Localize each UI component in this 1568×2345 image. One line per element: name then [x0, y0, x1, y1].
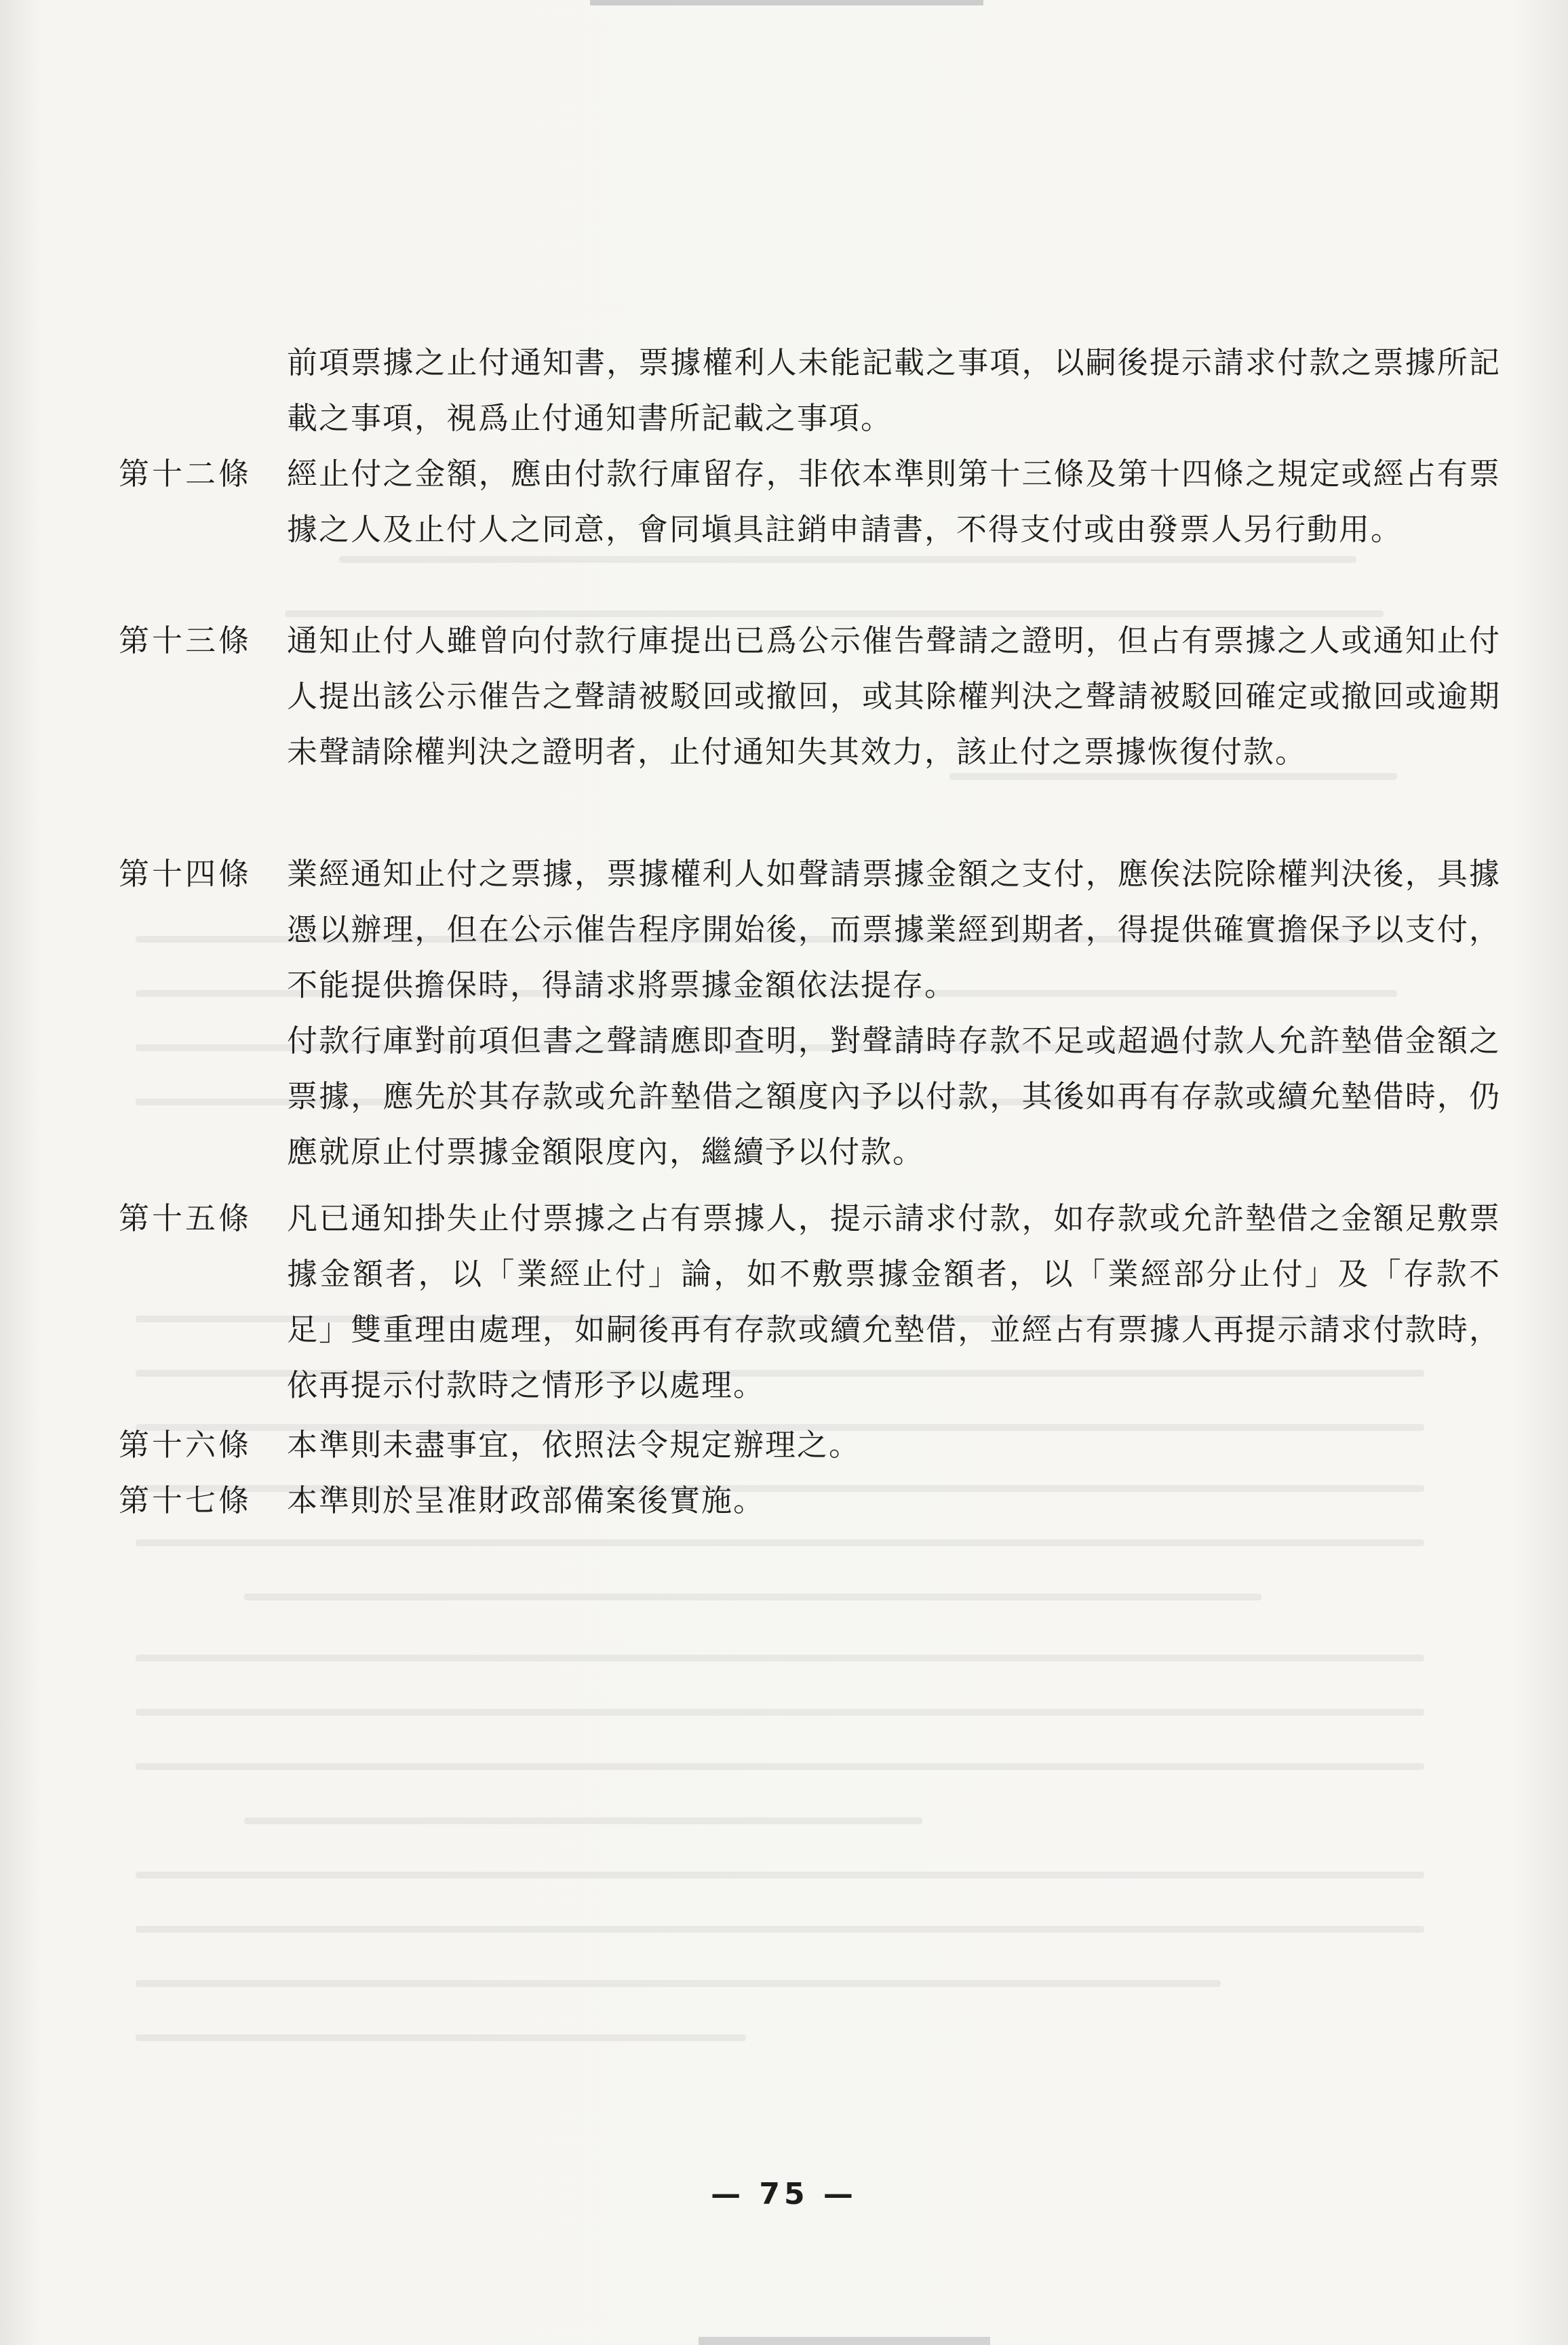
scan-edge-bottom [699, 2337, 990, 2345]
continuation-paragraph: 前項票據之止付通知書，票據權利人未能記載之事項，以嗣後提示請求付款之票據所記載之事項，視爲止付通知書所記載之事項。 [287, 344, 1501, 436]
article-label: 第十六條 [119, 1427, 252, 1463]
page-number: — 75 — [711, 2177, 857, 2211]
article-paragraph: 付款行庫對前項但書之聲請應即查明，對聲請時存款不足或超過付款人允許墊借金額之票據，應先於其存款或允許墊借之額度內予以付款，其後如再有存款或續允墊借時，仍應就原止付票據金額限度內，繼續予以付款。 [287, 1023, 1501, 1170]
article-paragraph: 業經通知止付之票據，票據權利人如聲請票據金額之支付，應俟法院除權判決後，具據憑以辦理，但在公示催告程序開始後，而票據業經到期者，得提供確實擔保予以支付，不能提供擔保時，得請求將票據金額依法提存。 [287, 856, 1501, 1003]
article-paragraph: 本準則未盡事宜，依照法令規定辦理之。 [287, 1427, 861, 1463]
article-paragraph: 通知止付人雖曾向付款行庫提出已爲公示催告聲請之證明，但占有票據之人或通知止付人提出該公示催告之聲請被駁回或撤回，或其除權判決之聲請被駁回確定或撤回或逾期未聲請除權判決之證明者，止付通知失其效力，該止付之票據恢復付款。 [287, 623, 1501, 770]
article-paragraph: 經止付之金額，應由付款行庫留存，非依本準則第十三條及第十四條之規定或經占有票據之人及止付人之同意，會同塡具註銷申請書，不得支付或由發票人另行動用。 [287, 456, 1501, 547]
article-paragraph: 本準則於呈准財政部備案後實施。 [287, 1482, 766, 1518]
article-label: 第十五條 [119, 1200, 252, 1236]
article-label: 第十三條 [119, 623, 252, 658]
article-paragraph: 凡已通知掛失止付票據之占有票據人，提示請求付款，如存款或允許墊借之金額足敷票據金額者，以「業經止付」論，如不敷票據金額者，以「業經部分止付」及「存款不足」雙重理由處理，如嗣後再有存款或續允墊借，並經占有票據人再提示請求付款時，依再提示付款時之情形予以處理。 [287, 1200, 1501, 1403]
scan-edge-top [590, 0, 983, 5]
article-label: 第十二條 [119, 456, 252, 492]
article-label: 第十四條 [119, 856, 252, 892]
article-label: 第十七條 [119, 1482, 252, 1518]
